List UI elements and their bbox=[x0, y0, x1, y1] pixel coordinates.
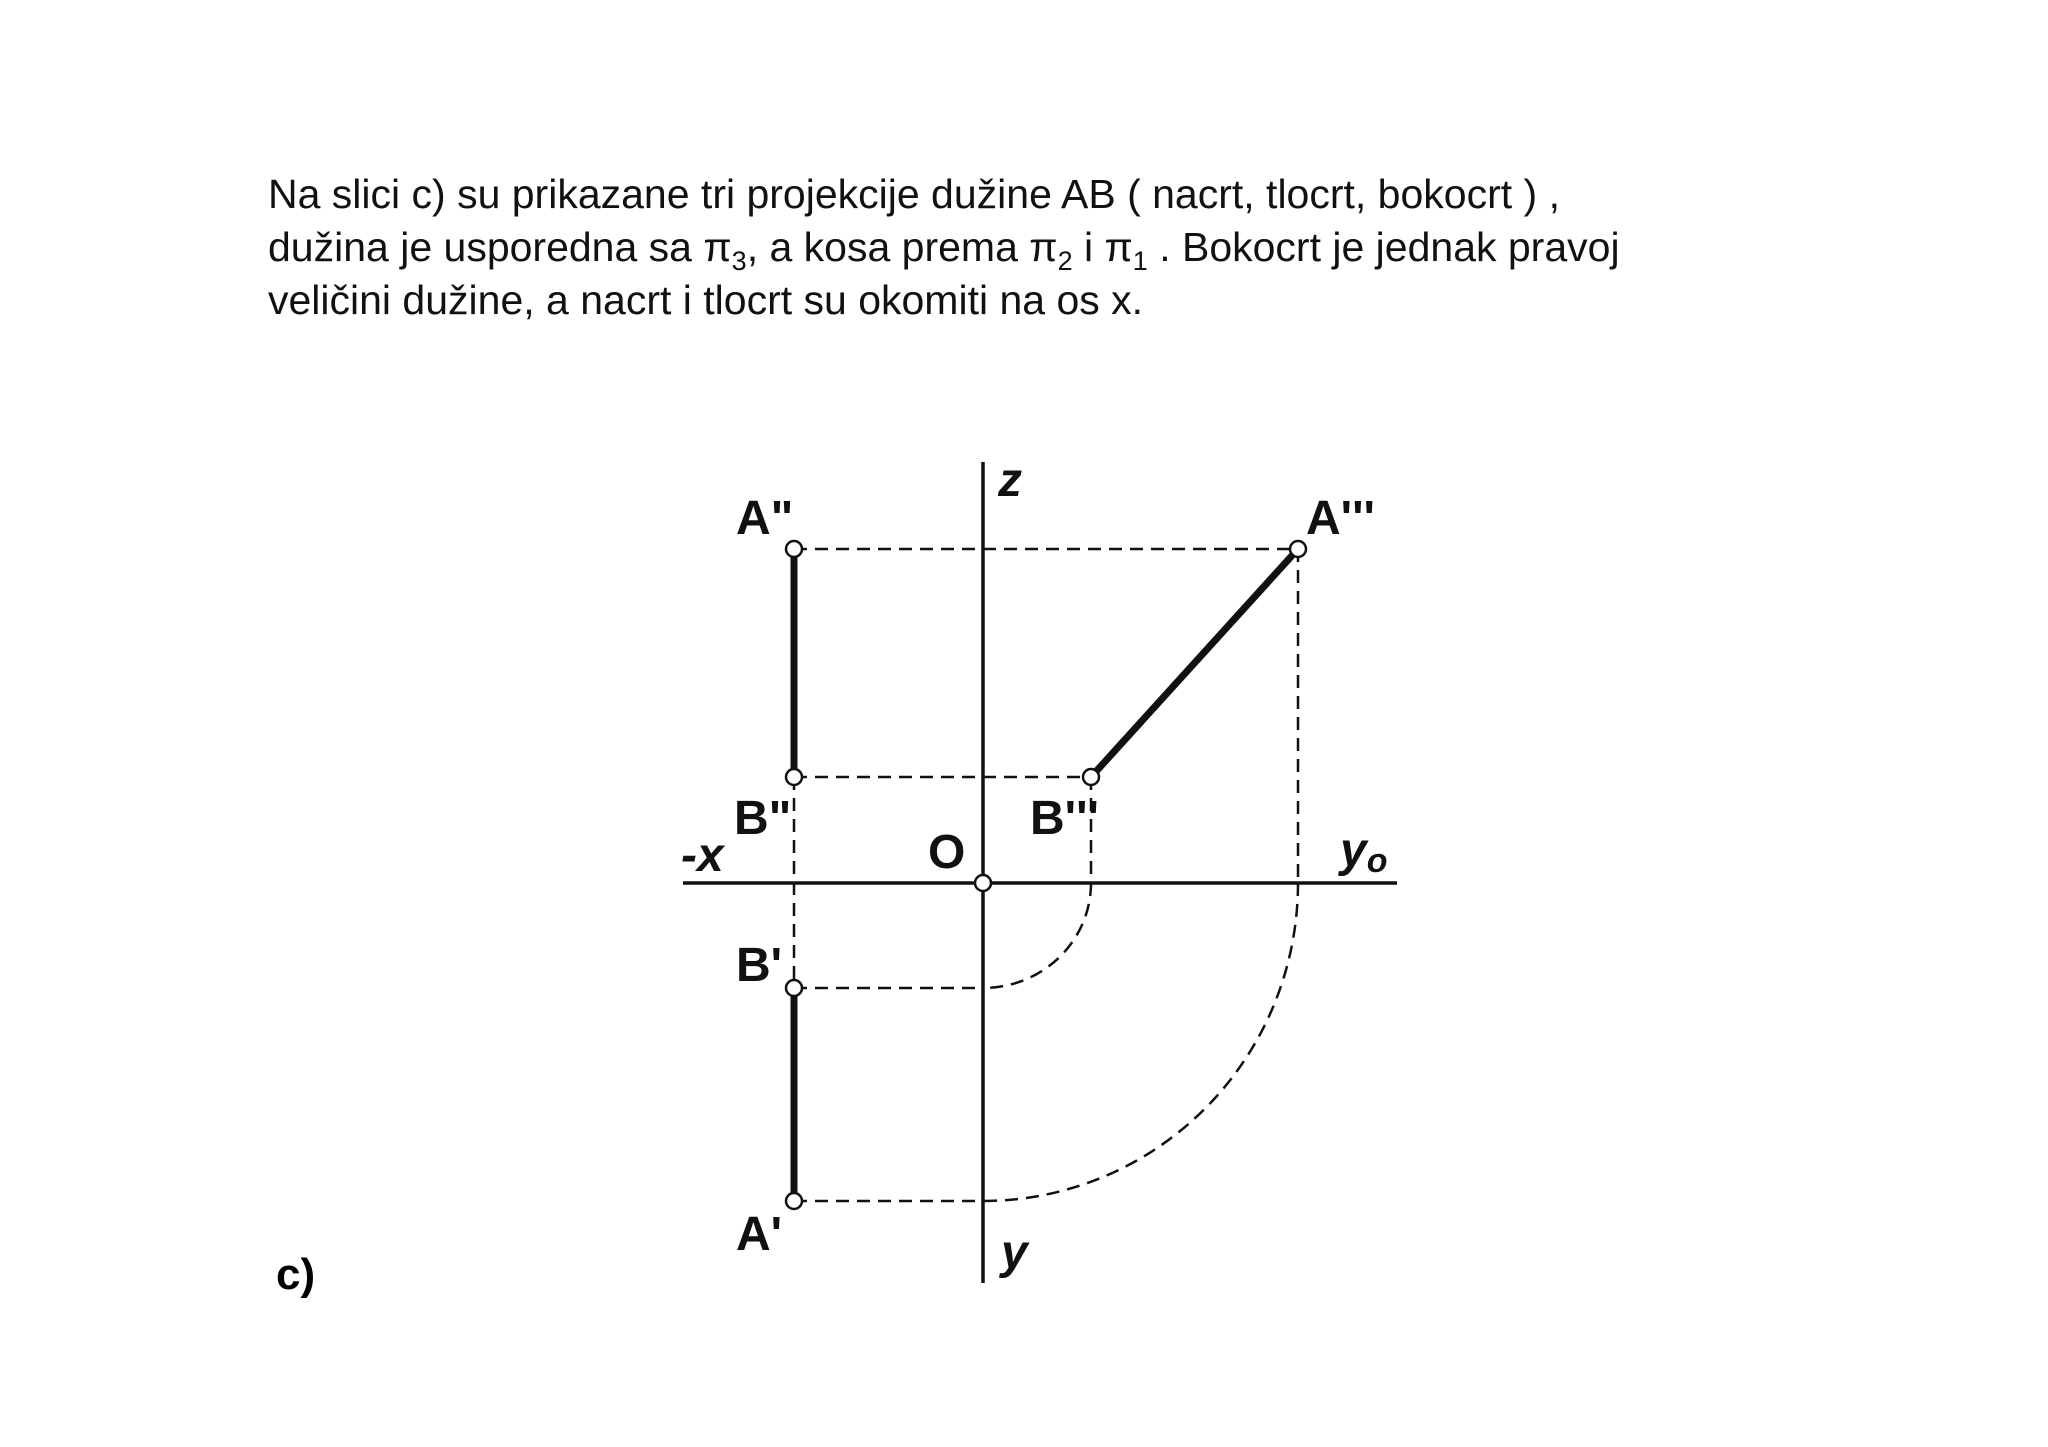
point-b-top bbox=[786, 980, 802, 996]
label-b-top: B' bbox=[736, 939, 783, 992]
label-origin: O bbox=[928, 826, 966, 879]
label-a-side: A''' bbox=[1306, 492, 1375, 545]
label-a-front: A" bbox=[736, 492, 794, 545]
figure-caption: c) bbox=[276, 1250, 316, 1299]
label-b-side: B''' bbox=[1030, 792, 1099, 845]
arc-a bbox=[983, 883, 1298, 1201]
description-line-2c: i π bbox=[1072, 224, 1133, 270]
subscript-1: 1 bbox=[1132, 246, 1148, 276]
label-y0-main: y bbox=[1340, 824, 1367, 877]
subscript-2: 2 bbox=[1057, 246, 1073, 276]
description-line-2d: . Bokocrt je jednak pravoj bbox=[1147, 224, 1620, 270]
label-minus-x: -x bbox=[681, 829, 724, 882]
label-z: z bbox=[998, 454, 1022, 507]
label-b-front: B" bbox=[734, 792, 792, 845]
description-line-2a: dužina je usporedna sa π bbox=[268, 224, 732, 270]
label-a-top: A' bbox=[736, 1208, 783, 1261]
description-line-1: Na slici c) su prikazane tri projekcije dužine AB ( nacrt, tlocrt, bokocrt ) , bbox=[268, 171, 1560, 217]
subscript-3: 3 bbox=[731, 246, 747, 276]
description-line-2b: , a kosa prema π bbox=[746, 224, 1058, 270]
point-a-top bbox=[786, 1193, 802, 1209]
segment-side-view bbox=[1091, 549, 1298, 777]
label-y0 bbox=[1338, 824, 1387, 880]
label-y: y bbox=[1001, 1226, 1028, 1279]
origin-point bbox=[975, 875, 991, 891]
point-a-side bbox=[1290, 541, 1306, 557]
description-line-3: veličini dužine, a nacrt i tlocrt su okomiti na os x. bbox=[268, 277, 1144, 323]
label-y0-sub: o bbox=[1366, 842, 1388, 880]
point-b-side bbox=[1083, 769, 1099, 785]
point-b-front bbox=[786, 769, 802, 785]
arc-b bbox=[983, 883, 1091, 988]
